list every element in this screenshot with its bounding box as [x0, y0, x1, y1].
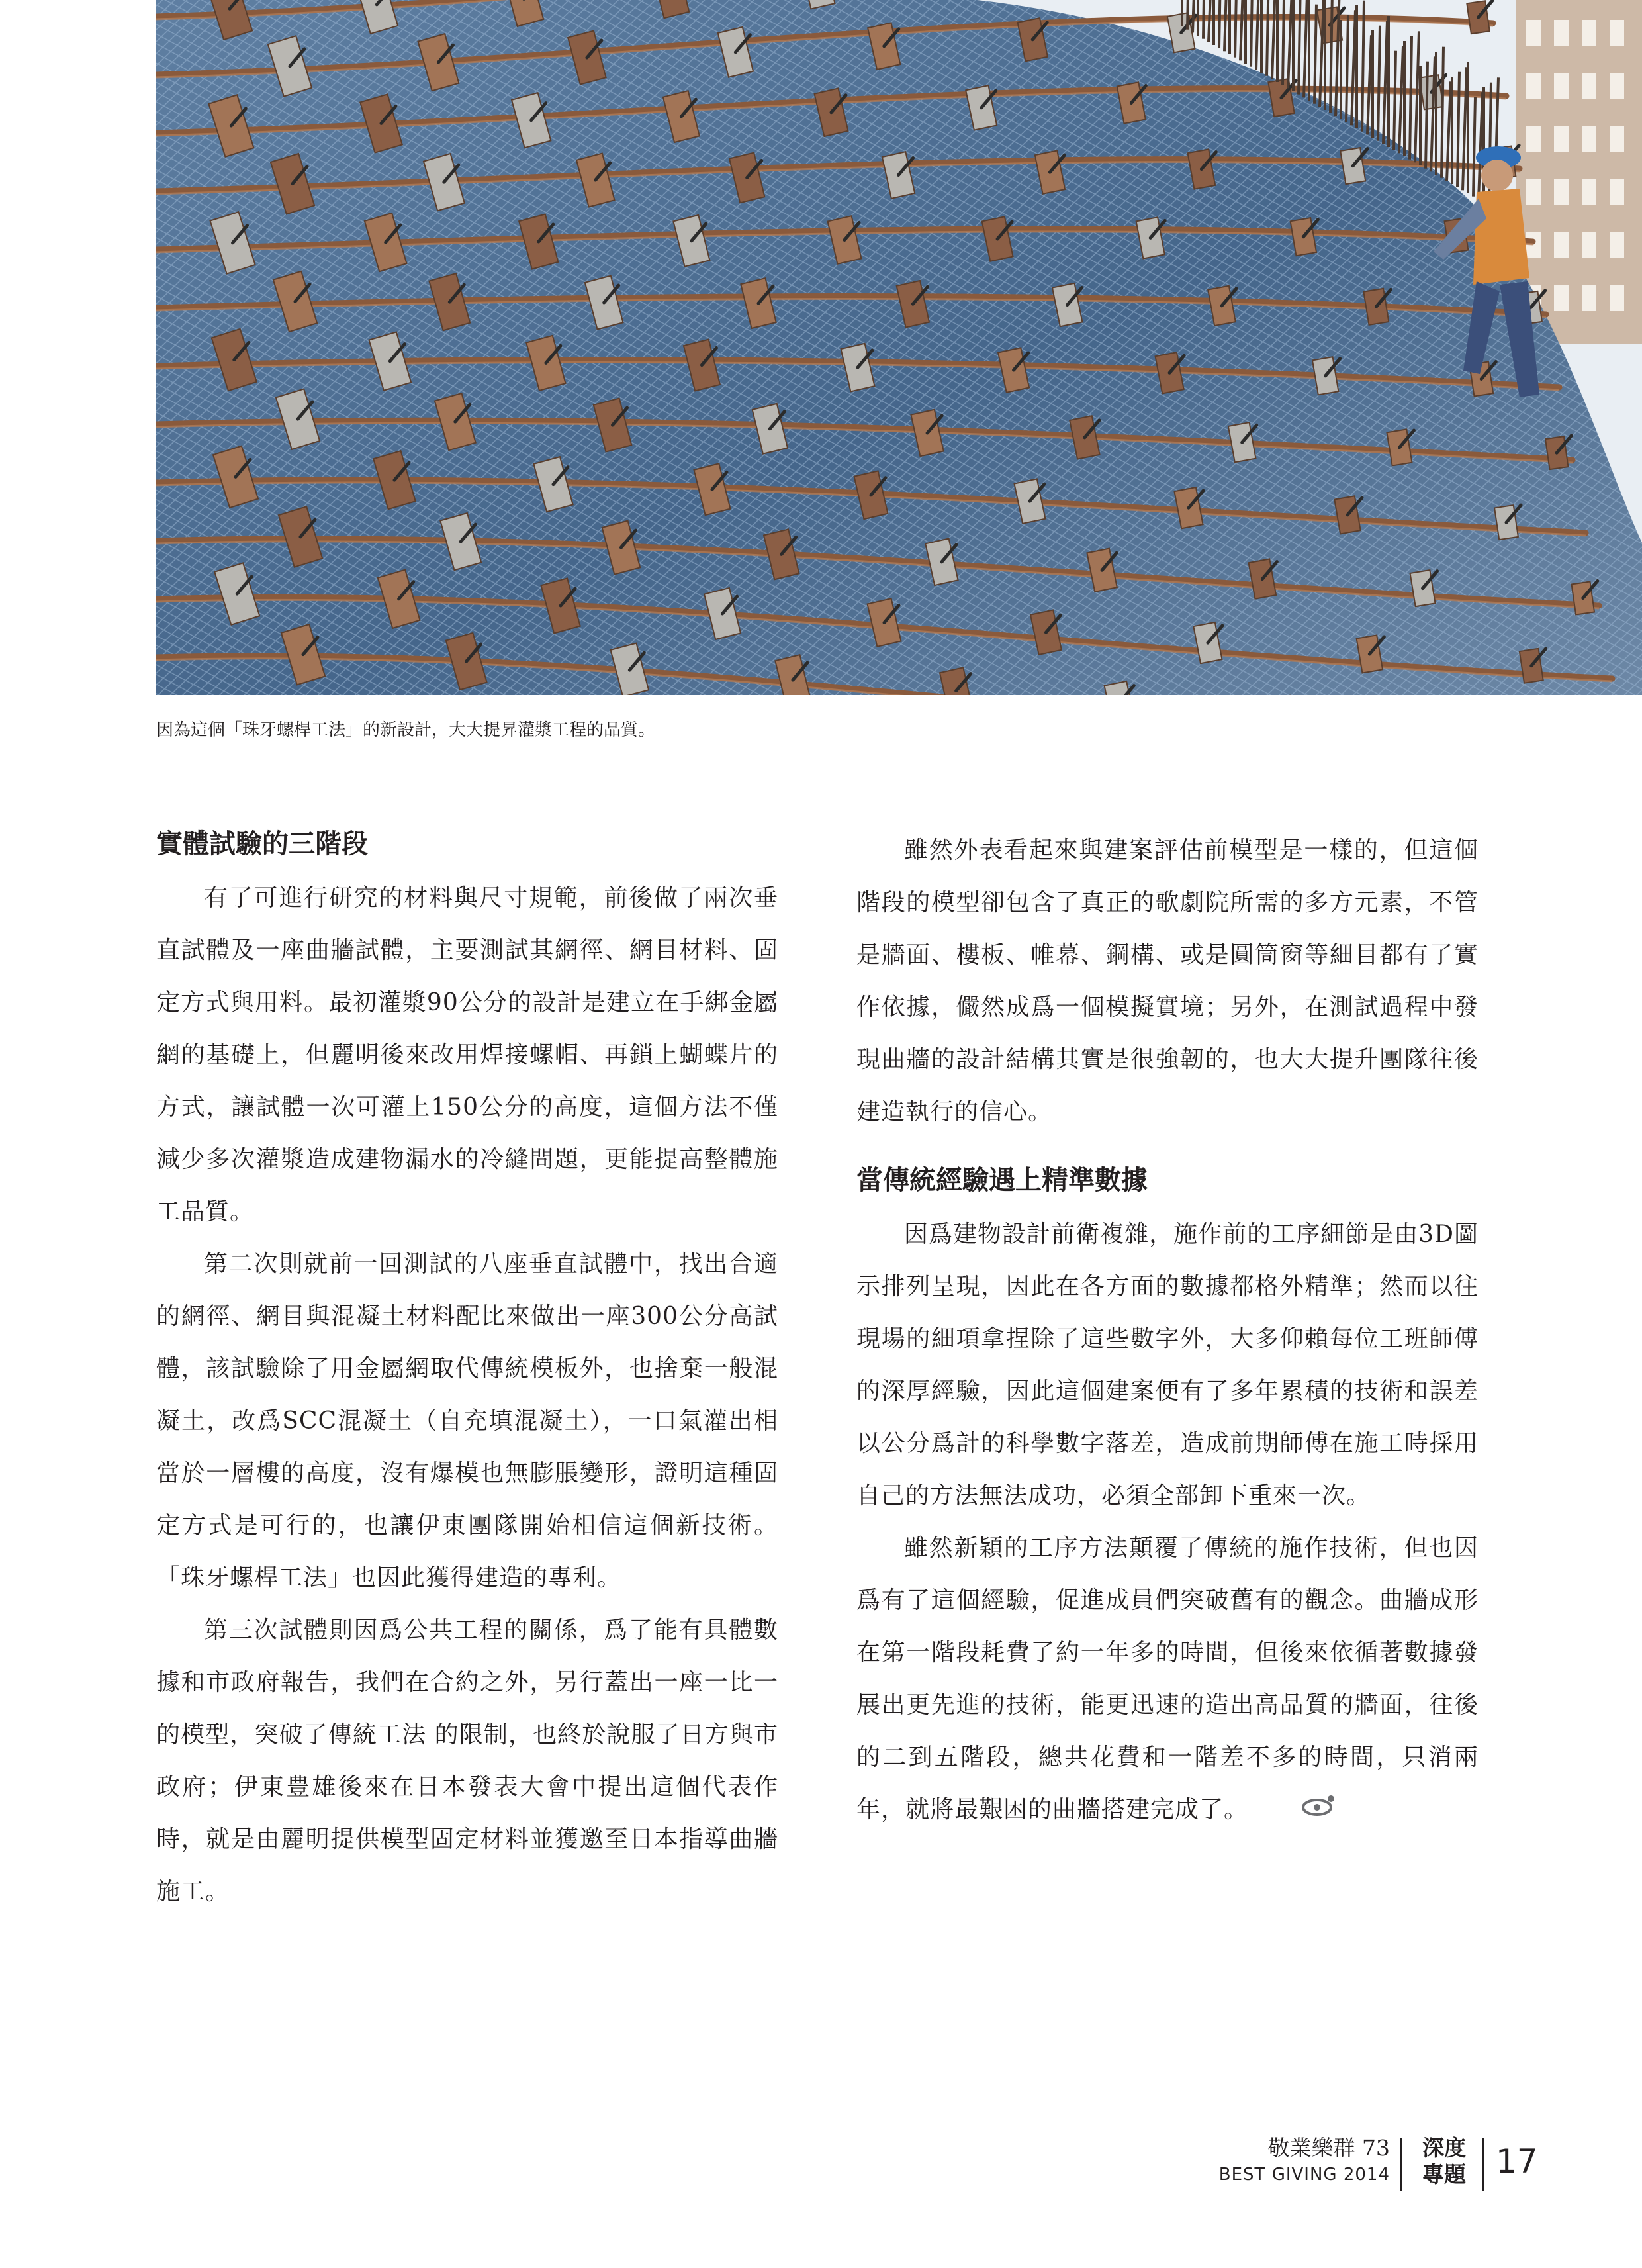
window	[1610, 73, 1624, 99]
window	[1554, 73, 1569, 99]
window	[1526, 73, 1541, 99]
paragraph: 有了可進行研究的材料與尺寸規範，前後做了兩次垂直試體及一座曲牆試體，主要測試其網徑、網目材料、固定方式與用料。最初灌漿90公分的設計是建立在手綁金屬網的基礎上，但麗明後來改用焊接螺帽、再鎖上蝴蝶片的方式，讓試體一次可灌上150公分的高度，這個方法不僅減少多次灌漿造成建物漏水的冷縫問題，更能提高整體施工品質。	[156, 884, 778, 1225]
window	[1582, 73, 1596, 99]
worker-head	[1481, 160, 1513, 191]
curved-rebar-wall-image	[156, 0, 1642, 695]
divider	[1400, 2138, 1402, 2191]
right-column	[856, 824, 1479, 1838]
window	[1610, 179, 1624, 205]
photo-caption: 因為這個「珠牙螺桿工法」的新設計，大大提昇灌漿工程的品質。	[156, 720, 656, 740]
window	[1554, 20, 1569, 46]
page-number: 17	[1496, 2142, 1538, 2181]
divider	[1482, 2138, 1484, 2191]
window	[1554, 179, 1569, 205]
page-footer	[1205, 2135, 1549, 2195]
window	[1526, 126, 1541, 152]
window	[1554, 126, 1569, 152]
window	[1554, 232, 1569, 258]
paragraph: 因爲建物設計前衛複雜，施作前的工序細節是由3D圖示排列呈現，因此在各方面的數據都格外精準；然而以往現場的細項拿捏除了這些數字外，大多仰賴每位工班師傅的深厚經驗，因此這個建案便有了多年累積的技術和誤差以公分爲計的科學數字落差，造成前期師傅在施工時採用自己的方法無法成功，必須全部卸下重來一次。	[856, 1221, 1479, 1509]
magazine-name: 敬業樂群 73	[1267, 2135, 1390, 2161]
paragraph: 第三次試體則因爲公共工程的關係，爲了能有具體數據和市政府報告，我們在合約之外，另行蓋出一座一比一的模型，突破了傳統工法 的限制，也終於說服了日方與市政府；伊東豊雄後來在日本發表大會中提出這個代表作時，就是由麗明提供模型固定材料並獲邀至日本指導曲牆施工。	[156, 1617, 778, 1905]
section-heading-physical-tests: 實體試驗的三階段	[156, 829, 368, 859]
paragraph: 雖然外表看起來與建案評估前模型是一樣的，但這個階段的模型卻包含了真正的歌劇院所需的多方元素，不管是牆面、樓板、帷幕、鋼構、或是圓筒窗等細目都有了實作依據，儼然成爲一個模擬實境；另外，在測試過程中發現曲牆的設計結構其實是很強韌的，也大大提升團隊往後建造執行的信心。	[856, 837, 1479, 1125]
window	[1582, 20, 1596, 46]
window	[1610, 285, 1624, 311]
window	[1582, 126, 1596, 152]
window	[1610, 20, 1624, 46]
worker-vest	[1473, 189, 1529, 285]
paragraph: 第二次則就前一回測試的八座垂直試體中，找出合適的網徑、網目與混凝土材料配比來做出一座300公分高試體，該試驗除了用金屬網取代傳統模板外，也捨棄一般混凝土，改爲SCC混凝土（自充填混凝土），一口氣灌出相當於一層樓的高度，沒有爆模也無膨脹變形，證明這種固定方式是可行的，也讓伊東團隊開始相信這個新技術。「珠牙螺桿工法」也因此獲得建造的專利。	[156, 1251, 778, 1591]
window	[1610, 232, 1624, 258]
window	[1582, 285, 1596, 311]
left-column	[156, 824, 778, 1918]
construction-photo	[156, 0, 1642, 695]
section-tag: 深度專題	[1422, 2135, 1466, 2187]
paragraph-text: 雖然新穎的工序方法顛覆了傳統的施作技術，但也因爲有了這個經驗，促進成員們突破舊有的觀念。曲牆成形在第一階段耗費了約一年多的時間，但後來依循著數據發展出更先進的技術，能更迅速的造出高品質的牆面，往後的二到五階段，總共花費和一階差不多的時間，只消兩年，就將最艱困的曲牆搭建完成了。	[856, 1535, 1479, 1823]
window	[1610, 126, 1624, 152]
window	[1526, 20, 1541, 46]
end-mark-icon	[1254, 1785, 1336, 1838]
window	[1526, 179, 1541, 205]
window	[1582, 179, 1596, 205]
paragraph	[856, 1522, 1479, 1838]
window	[1582, 232, 1596, 258]
window	[1554, 285, 1569, 311]
section-heading-tradition-meets-data: 當傳統經驗遇上精準數據	[856, 1165, 1148, 1196]
magazine-subtitle: BEST GIVING 2014	[1218, 2165, 1390, 2185]
